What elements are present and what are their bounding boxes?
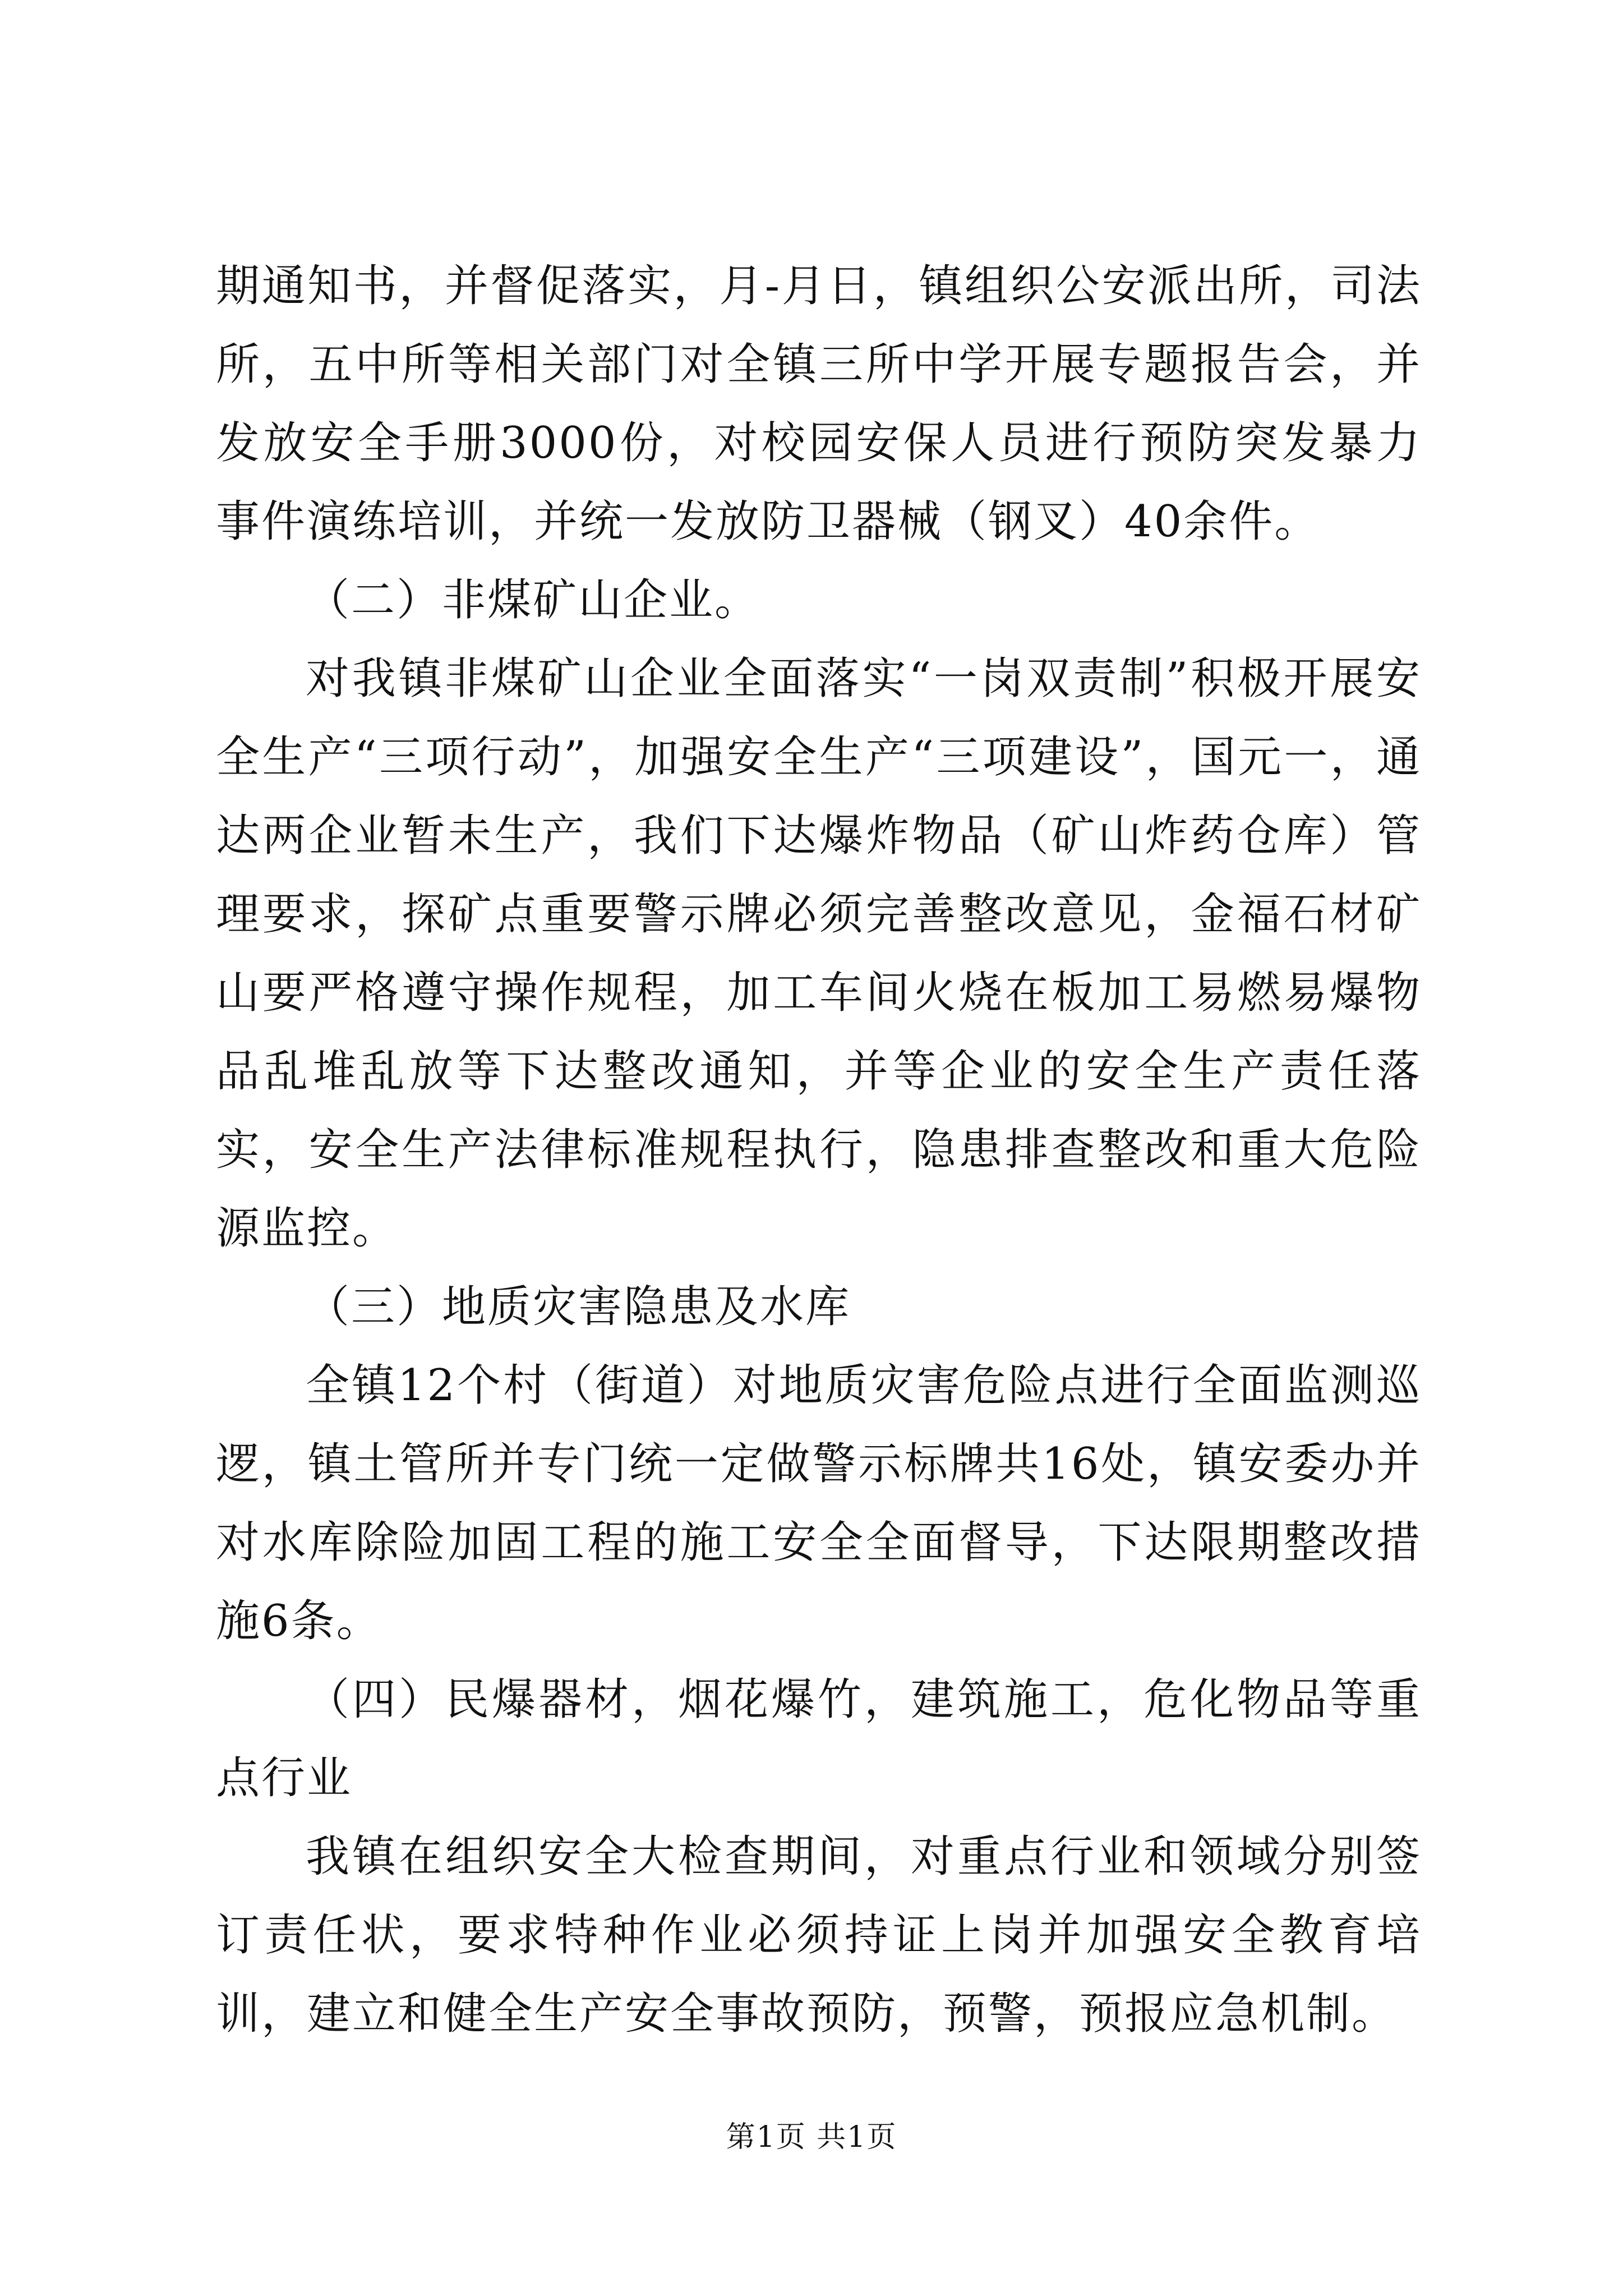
section-heading-4: （四）民爆器材，烟花爆竹，建筑施工，危化物品等重点行业	[216, 1674, 1422, 1803]
paragraph-key-industries: 我镇在组织安全大检查期间，对重点行业和领域分别签订责任状，要求特种作业必须持证上岗并加强安全教育培训，建立和健全生产安全事故预防，预警，预报应急机制。	[216, 1832, 1422, 2039]
page-number-footer: 第1页 共1页	[726, 2120, 897, 2154]
section-heading-3: （三）地质灾害隐患及水库	[306, 1282, 851, 1332]
paragraph-mining: 对我镇非煤矿山企业全面落实“一岗双责制”积极开展安全生产“三项行动”，加强安全生产“三项建设”，国元一，通达两企业暂未生产，我们下达爆炸物品（矿山炸药仓库）管理要求，探矿点重要警示牌必须完善整改意见，金福石材矿山要严格遵守操作规程，加工车间火烧在板加工易燃易爆物品乱堆乱放等下达整改通知，并等企业的安全生产责任落实，安全生产法律标准规程执行，隐患排查整改和重大危险源监控。	[216, 654, 1422, 1254]
document-body	[216, 247, 1422, 2053]
paragraph-geology: 全镇12个村（街道）对地质灾害危险点进行全面监测巡逻，镇土管所并专门统一定做警示标牌共16处，镇安委办并对水库除险加固工程的施工安全全面督导，下达限期整改措施6条。	[216, 1360, 1422, 1646]
paragraph-continuation: 期通知书，并督促落实，月-月日，镇组织公安派出所，司法所，五中所等相关部门对全镇三所中学开展专题报告会，并发放安全手册3000份，对校园安保人员进行预防突发暴力事件演练培训，并统一发放防卫器械（钢叉）40余件。	[216, 261, 1422, 547]
section-heading-2: （二）非煤矿山企业。	[306, 575, 760, 625]
